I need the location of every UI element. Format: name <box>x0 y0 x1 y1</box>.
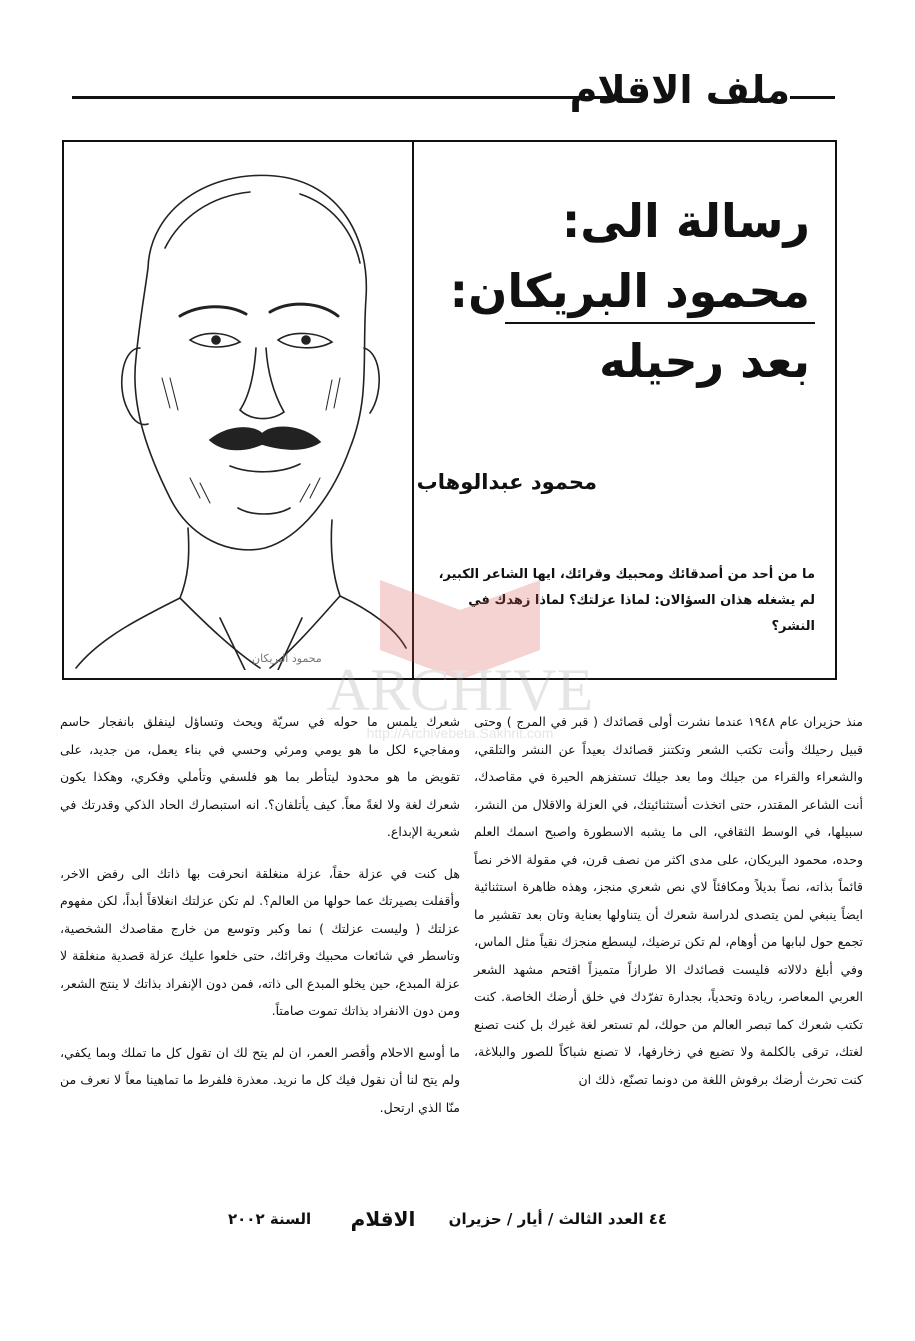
watermark-text: ARCHIVE <box>326 657 594 723</box>
article-title-line-1: رسالة الى: <box>561 194 810 248</box>
title-rule <box>505 322 815 324</box>
footer-year: السنة ٢٠٠٢ <box>228 1210 312 1228</box>
footer-logo-text: الاقلام <box>350 1207 416 1231</box>
author-name: محمود عبدالوهاب <box>416 470 597 494</box>
footer-issue: ٤٤ العدد الثالث / أيار / حزيران <box>448 1210 667 1228</box>
portrait-caption: محمود البريكان <box>252 652 322 665</box>
paragraph: ما أوسع الاحلام وأقصر العمر، ان لم يتح لك ان تقول كل ما تملك وبما يكفي، ولم يتح لنا أن نقول فيك كل ما نريد. معذرة فلفرط ما تماهينا معاً لا نعرف من منّا الذي ارتحل. <box>60 1044 460 1115</box>
header-rule-left <box>72 96 612 99</box>
section-title: ملف الاقلام <box>569 68 790 112</box>
magazine-logo <box>338 1204 428 1234</box>
paragraph: شعرك يلمس ما حوله في سريّة ويحث وتساؤل لينفلق بانفجار حاسم ومفاجيء لكل ما هو يومي ومرئي وحسي في بناء يعمل، من جديد، على تقويض ما هو محدود ليتأطر بما هو فلسفي وتأملي وفكري، وهكذا يكون شعرك لغة ولا لغةً معاً. كيف يأتلفان؟. انه استبصارك الحاد الذكي وقدرتك في شعرية الإبداع. <box>60 714 460 839</box>
article-title-line-3: بعد رحيله <box>599 334 810 388</box>
page-footer <box>449 1210 667 1228</box>
paragraph: منذ حزيران عام ١٩٤٨ عندما نشرت أولى قصائدك ( قبر في المرج ) وحتى قبيل رحيلك وأنت تكتب الشعر وتكتنز قصائدك بعيداً عن النشر والتلقي، والشعراء والقراء من جيلك وما بعد جيلك تستفزهم الحيرة في مقاصدك، أنت الشاعر المقتدر، حتى اتخذت أستثنائيتك، في العزلة والاقلال من النشر، سبيلها، في الوسط الثقافي، الى ما يشبه الاسطورة واصبح اسمك العلم وحده، محمود البريكان، على مدى اكثر من نصف قرن، في مقولة الاخر نصاً قائماً بذاته، نصاً بديلاً ومكافئاً لاي نص شعري منجز، وهذه ظاهرة استثنائية ايضاً ينبغي لمن يتصدى لدراسة شعرك أن يتناولها بعناية وتان بعد تقشير ما تجمع حول لبابها من أوهام، لم تكن ترضيك، ليسطع منجزك نقياً مثل الماس، وفي أبلغ دلالاته فليست قصائدك الا طرازاً متميزاً اقتحم مشهد الشعر العربي المعاصر، ريادة وتحدياً، بجدارة تفرّدك في خلق أرضك الخاصة. كنت تكتب شعرك كما تبصر العالم من حولك، لم تستعر لغة غيرك بل كنت تصنع لغتك، ترقى بالكلمة ولا تضيع في زخارفها، لا تصنع شباكاً للصور والبلاغة، كنت تحرث أرضك برفوش اللغة من دونما تصنّع، ذلك ان <box>474 714 863 1087</box>
watermark-url: http://Archivebeta.Sakhrit.com <box>366 725 554 741</box>
article-title-line-2: محمود البريكان: <box>449 264 810 318</box>
header-rule-right <box>790 96 835 99</box>
body-column-left <box>60 708 460 1121</box>
body-column-right <box>474 708 863 1093</box>
paragraph: هل كنت في عزلة حقاً، عزلة منغلقة انحرفت بها ذاتك الى رفض الاخر، وأقفلت بصيرتك عما حولها من العالم؟. لم تكن عزلتك انغلاقاً أبداً، لكن مفهوم عزلتك ( وليست عزلتك ) نما وكبر وتوسع من خارج مقاصدك الشخصية، وتاسطر في شائعات محبيك وقرائك، حتى خلعوا عليك عزلة قصدية منغلقة لا عزلة المبدع، حين يخلو المبدع الى ذاته، فمن دون الإنفراد بذاتك لا ينتج الشعر، ومن دون الانفراد بذاتك تموت صامتاً. <box>60 865 460 1018</box>
article-intro: ما من أحد من أصدقائك ومحبيك وقرائك، ايها الشاعر الكبير، لم يشغله هذان السؤالان: لماذا عزلتك؟ لماذا زهدك في النشر؟ <box>438 567 815 634</box>
